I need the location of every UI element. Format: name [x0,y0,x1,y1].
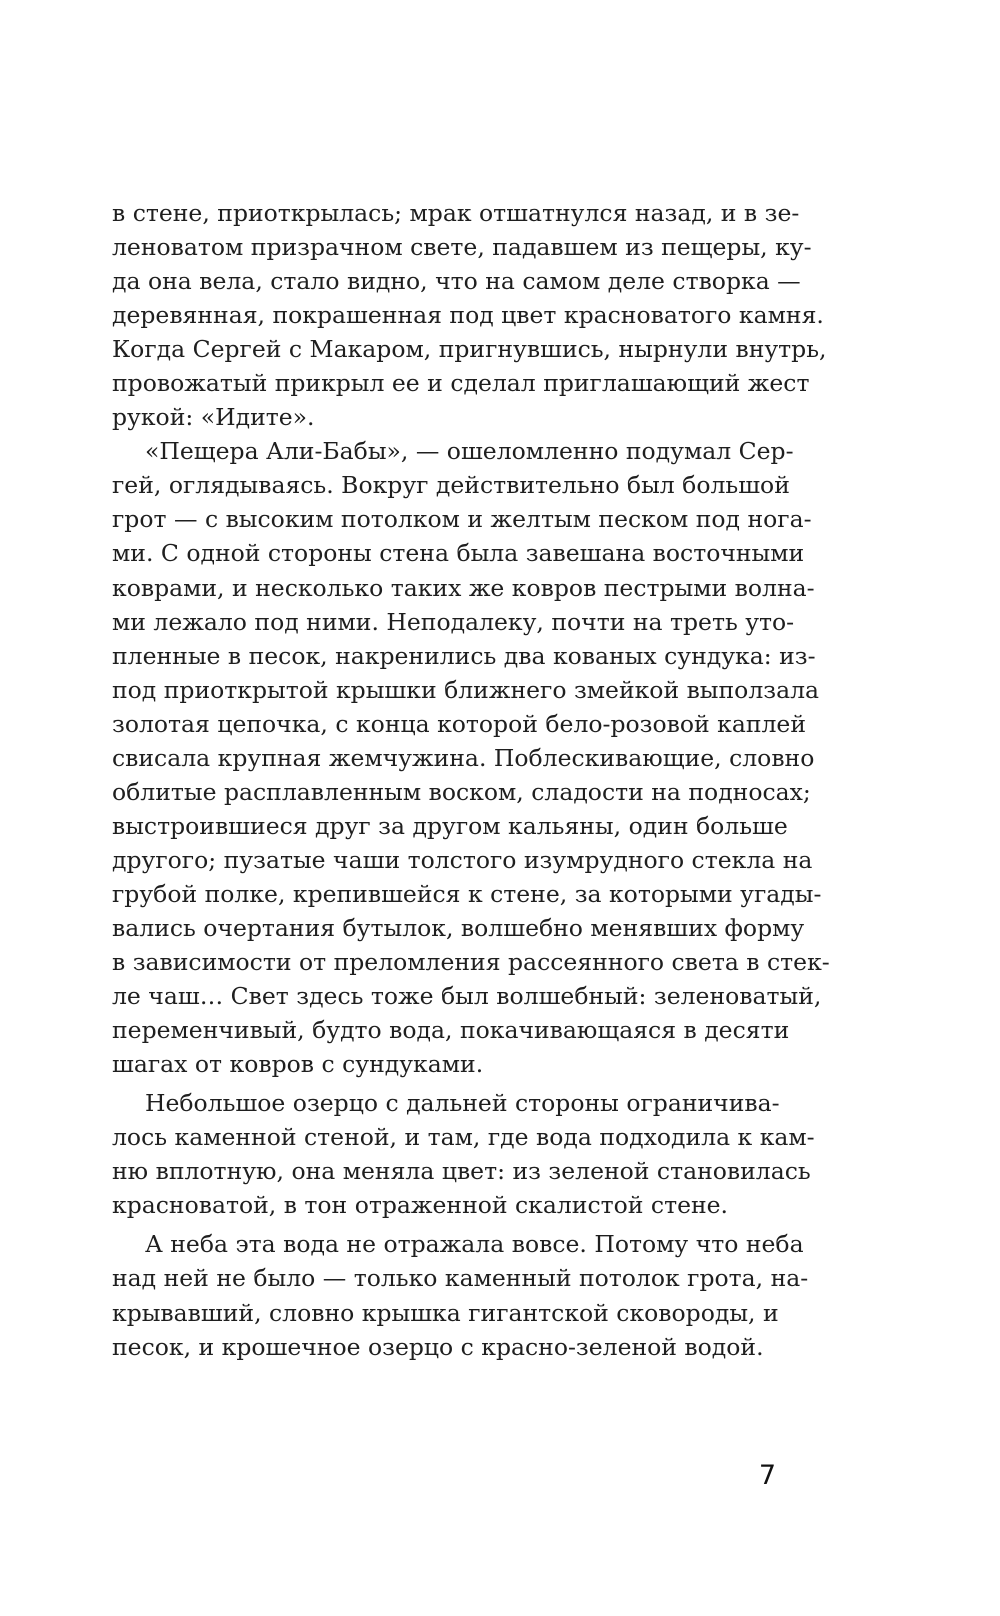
text-line: золотая цепочка, с конца которой бело-розовой каплей [112,709,806,738]
text-line: вались очертания бутылок, волшебно менявших форму [112,913,805,942]
text-line: в зависимости от преломления рассеянного света в стек- [112,948,830,977]
text-line: переменчивый, будто вода, покачивающаяся в десяти [112,1016,790,1045]
text-line: ми. С одной стороны стена была завешана восточными [112,539,805,568]
paragraph-1 [112,196,827,434]
text-line: лось каменной стеной, и там, где вода подходила к кам- [112,1123,815,1152]
text-line: провожатый прикрыл ее и сделал приглашающий жест [112,369,810,398]
text-line: в стене, приоткрылась; мрак отшатнулся назад, и в зе- [112,199,800,227]
text-line: красноватой, в тон отраженной скалистой стене. [112,1191,729,1220]
text-line: да она вела, стало видно, что на самом деле створка — [112,267,801,296]
text-line: деревянная, покрашенная под цвет красноватого камня. [112,301,824,330]
text-line: шагах от ковров с сундуками. [112,1050,484,1079]
page-number: 7 [758,1460,776,1491]
text-line: пленные в песок, накренились два кованых сундука: из- [112,641,816,670]
text-line: крывавший, словно крышка гигантской сковороды, и [112,1298,779,1327]
text-line: Когда Сергей с Макаром, пригнувшись, нырнули внутрь, [112,335,827,364]
text-line: Небольшое озерцо с дальней стороны ограничива- [145,1089,780,1118]
text-line: грубой полке, крепившейся к стене, за которыми угады- [112,879,822,908]
text-line: выстроившиеся друг за другом кальяны, один больше [112,811,788,840]
text-line: другого; пузатые чаши толстого изумрудного стекла на [112,845,813,874]
text-line: ню вплотную, она меняла цвет: из зеленой становилась [112,1157,811,1186]
text-line: леноватом призрачном свете, падавшем из пещеры, ку- [112,233,812,262]
text-line: над ней не было — только каменный потолок грота, на- [112,1264,809,1293]
paragraph-2 [112,434,830,1081]
text-line: песок, и крошечное озерцо с красно-зеленой водой. [112,1332,764,1361]
text-line: ле чаш… Свет здесь тоже был волшебный: зеленоватый, [112,982,822,1011]
text-line: рукой: «Идите». [112,403,315,432]
body-text [112,196,830,1364]
text-line: А неба эта вода не отражала вовсе. Потому что неба [145,1230,804,1259]
paragraph-3 [112,1086,815,1222]
text-line: ми лежало под ними. Неподалеку, почти на треть уто- [112,607,795,636]
text-line: под приоткрытой крышки ближнего змейкой выползала [112,675,820,704]
text-line: «Пещера Али-Бабы», — ошеломленно подумал Сер- [145,437,794,466]
text-line: грот — с высоким потолком и желтым песком под нога- [112,505,812,534]
text-line: гей, оглядываясь. Вокруг действительно был большой [112,471,790,500]
text-line: свисала крупная жемчужина. Поблескивающие, словно [112,743,815,772]
paragraph-4 [112,1227,809,1363]
text-line: коврами, и несколько таких же ковров пестрыми волна- [112,573,815,602]
text-line: облитые расплавленным воском, сладости на подносах; [112,777,811,806]
